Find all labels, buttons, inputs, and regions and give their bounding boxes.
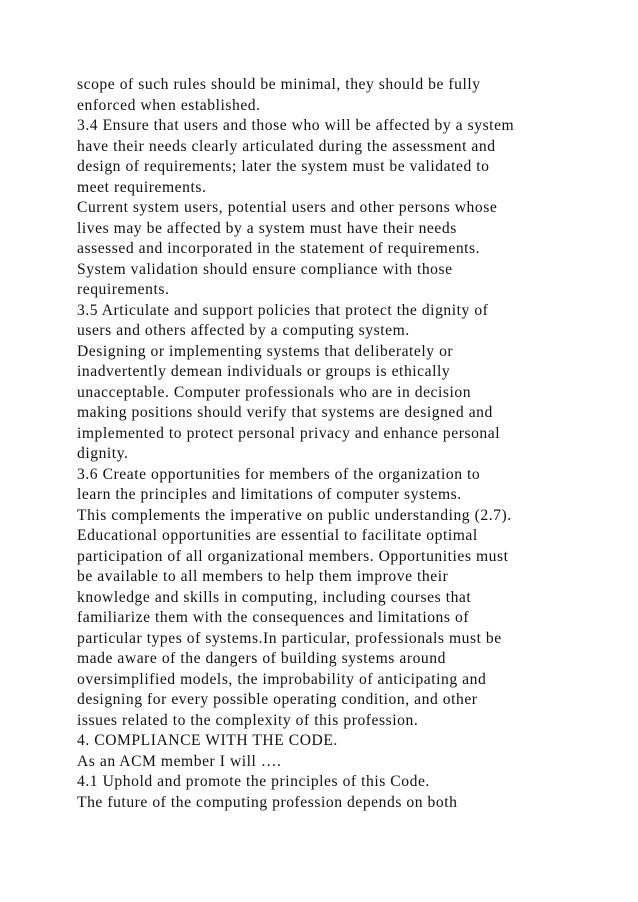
section-heading-4-1: 4.1 Uphold and promote the principles of this Code. [77, 773, 430, 790]
section-heading-4: 4. COMPLIANCE WITH THE CODE. [77, 732, 338, 749]
text-line: The future of the computing profession depends on both [77, 793, 458, 811]
text-line: making positions should verify that systems are designed and [77, 404, 493, 421]
text-line: familiarize them with the consequences and limitations of [77, 609, 470, 626]
section-heading-3-5: 3.5 Articulate and support policies that protect the dignity of [77, 301, 489, 319]
section-heading-3-4: 3.4 Ensure that users and those who will be affected by a system [77, 117, 515, 134]
text-line: design of requirements; later the system must be validated to [77, 158, 490, 175]
text-line: As an ACM member I will …. [77, 752, 282, 770]
section-heading-3-6: 3.6 Create opportunities for members of the organization to [77, 465, 481, 483]
text-line: issues related to the complexity of this profession. [77, 711, 419, 729]
text-line: assessed and incorporated in the statement of requirements. [77, 240, 481, 257]
text-line: dignity. [77, 445, 129, 462]
text-line: oversimplified models, the improbability of anticipating and [77, 670, 487, 688]
text-line: lives may be affected by a system must have their needs [77, 219, 457, 237]
text-line: meet requirements. [77, 178, 207, 196]
text-line: System validation should ensure compliance with those [77, 260, 453, 278]
text-line: Current system users, potential users and other persons whose [77, 199, 498, 216]
text-line: Designing or implementing systems that deliberately or [77, 342, 454, 360]
document-body [77, 75, 622, 813]
text-line: knowledge and skills in computing, including courses that [77, 588, 472, 606]
text-line: have their needs clearly articulated during the assessment and [77, 137, 496, 155]
text-line: inadvertently demean individuals or groups is ethically [77, 363, 451, 380]
text-line: users and others affected by a computing system. [77, 322, 410, 339]
text-line: Educational opportunities are essential to facilitate optimal [77, 527, 478, 544]
text-line: unacceptable. Computer professionals who are in decision [77, 383, 472, 401]
text-line: enforced when established. [77, 96, 261, 114]
text-line: designing for every possible operating condition, and other [77, 691, 478, 708]
text-line: requirements. [77, 281, 170, 298]
text-line: be available to all members to help them improve their [77, 568, 449, 585]
text-line: made aware of the dangers of building systems around [77, 650, 446, 667]
text-line: This complements the imperative on public understanding (2.7). [77, 506, 512, 524]
text-line: scope of such rules should be minimal, they should be fully [77, 76, 481, 93]
text-line: participation of all organizational members. Opportunities must [77, 547, 509, 565]
text-line: particular types of systems.In particular, professionals must be [77, 629, 502, 647]
text-line: learn the principles and limitations of computer systems. [77, 486, 462, 503]
text-line: implemented to protect personal privacy and enhance personal [77, 424, 501, 442]
